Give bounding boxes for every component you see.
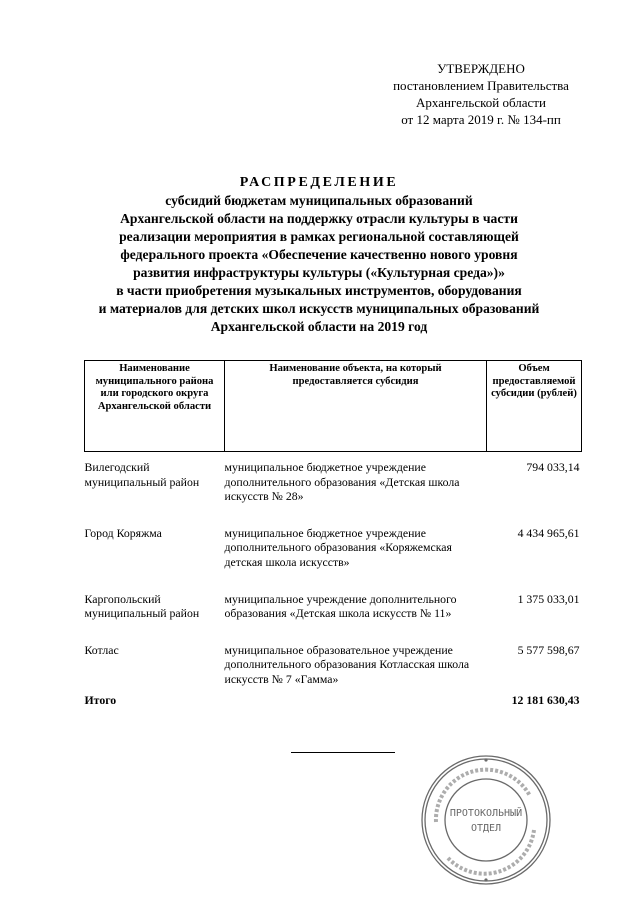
- cell-amount: 4 434 965,61: [517, 525, 580, 540]
- cell-object: муниципальное образовательное учреждение дополнительного образования Котласская школа искусств № 7 «Гамма»: [224, 642, 470, 686]
- official-stamp: [418, 752, 554, 888]
- title-line: Архангельской области на поддержку отрасли культуры в части: [120, 211, 518, 226]
- table-row: [85, 643, 582, 687]
- title-line: в части приобретения музыкальных инструментов, оборудования: [116, 283, 522, 298]
- distribution-table: [84, 360, 582, 707]
- stamp-center-line1: ПРОТОКОЛЬНЫЙ: [449, 808, 523, 819]
- closing-rule: [291, 752, 395, 753]
- cell-district: Каргопольский муниципальный район: [84, 591, 200, 621]
- table-row: [85, 452, 582, 504]
- table-row: [85, 592, 582, 621]
- document-title: [60, 174, 578, 336]
- cell-object: муниципальное учреждение дополнительного образования «Детская школа искусств № 11»: [224, 591, 457, 621]
- cell-amount: 5 577 598,67: [517, 642, 580, 657]
- total-label: Итого: [84, 692, 117, 707]
- table-row: [85, 526, 582, 570]
- title-line: Архангельской области на 2019 год: [210, 319, 428, 334]
- header-district: Наименование муниципального района или городского округа Архангельской области: [85, 361, 225, 452]
- cell-district: Вилегодский муниципальный район: [84, 460, 200, 489]
- title-line: развития инфраструктуры культуры («Культурная среда»)»: [133, 265, 505, 280]
- cell-amount: 1 375 033,01: [517, 591, 580, 606]
- cell-object: муниципальное бюджетное учреждение дополнительного образования «Детская школа искусств № 28»: [224, 460, 460, 504]
- approval-line: постановлением Правительства: [393, 78, 569, 93]
- approval-line: Архангельской области: [416, 95, 546, 110]
- title-line: субсидий бюджетам муниципальных образований: [165, 193, 473, 208]
- approval-date: от 12 марта 2019 г. № 134-пп: [401, 112, 561, 127]
- total-value: 12 181 630,43: [511, 692, 580, 707]
- header-object: Наименование объекта, на который предоставляется субсидия: [225, 361, 487, 452]
- cell-object: муниципальное бюджетное учреждение дополнительного образования «Коряжемская детская школа искусств»: [224, 525, 452, 569]
- cell-district: Город Коряжма: [84, 525, 162, 540]
- cell-district: Котлас: [84, 642, 119, 657]
- cell-amount: 794 033,14: [526, 460, 580, 474]
- table-header-row: [85, 361, 582, 452]
- title-line: и материалов для детских школ искусств муниципальных образований: [98, 301, 540, 316]
- title-line: федерального проекта «Обеспечение качественно нового уровня: [120, 247, 518, 262]
- distribution-table-wrap: [84, 360, 581, 707]
- title-line: реализации мероприятия в рамках региональной составляющей: [119, 229, 519, 244]
- approval-heading: УТВЕРЖДЕНО: [437, 61, 525, 76]
- stamp-center-line2: ОТДЕЛ: [470, 823, 502, 834]
- header-amount: Объем предоставляемой субсидии (рублей): [487, 361, 582, 452]
- title-main: РАСПРЕДЕЛЕНИЕ: [239, 175, 399, 190]
- total-row: [85, 687, 582, 708]
- approval-block: [376, 60, 586, 128]
